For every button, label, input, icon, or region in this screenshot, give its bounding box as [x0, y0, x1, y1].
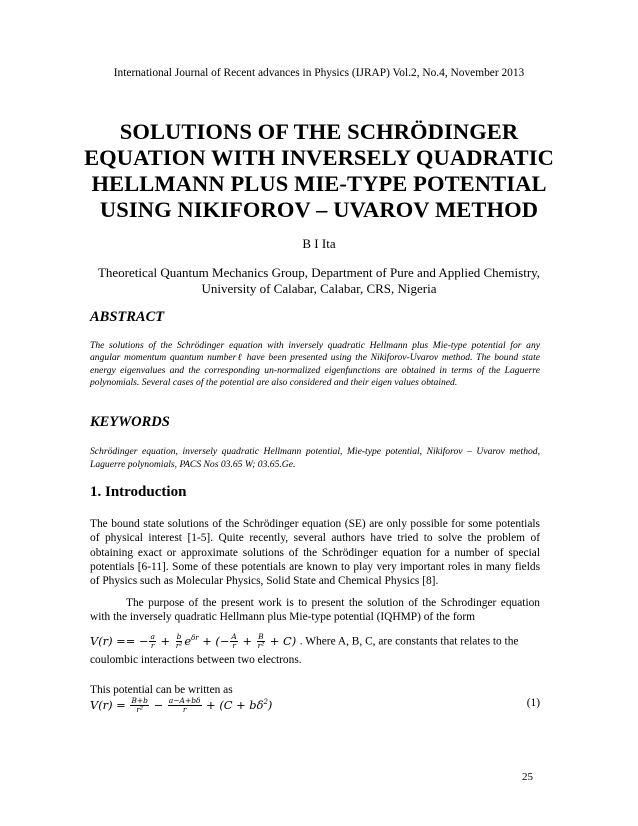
abstract-heading: ABSTRACT: [90, 309, 165, 325]
keywords-text: Schrödinger equation, inversely quadratic Hellmann potential, Mie-type potential, Nikiforov – Uvarov method, Laguerre polynomials, PACS Nos 03.65 W; 03.65.Ge.: [90, 446, 540, 470]
potential-equation-line: [90, 633, 540, 650]
intro-paragraph-3: This potential can be written as: [90, 684, 233, 696]
equation-number: (1): [526, 697, 540, 709]
page-number: 25: [522, 771, 533, 783]
potential-equation: V(r) == − $\frac{a}{r}$ + $\frac{b}{\text{r²}}$ $e^{\delta r}$ + (− $\frac{A}{r}$ + $\frac{B}{\text{r²}}$ + C): [90, 632, 297, 650]
affiliation-line: University of Calabar, Calabar, CRS, Nigeria: [201, 281, 437, 296]
intro-paragraph-2: The purpose of the present work is to present the solution of the Schrodinger equation with the inversely quadratic Hellmann plus Mie-type potential (IQHMP) of the form: [90, 597, 540, 624]
affiliation: [60, 265, 578, 297]
title-line: USING NIKIFOROV – UVAROV METHOD: [99, 197, 539, 222]
title-line: SOLUTIONS OF THE SCHRÖDINGER: [119, 119, 519, 144]
paper-title: [40, 119, 598, 223]
equation-continuation: coulombic interactions between two electrons.: [90, 654, 302, 666]
author-name: B I Ita: [302, 236, 336, 251]
journal-header: International Journal of Recent advances in Physics (IJRAP) Vol.2, No.4, November 2013: [113, 67, 525, 79]
title-line: EQUATION WITH INVERSELY QUADRATIC: [84, 145, 554, 170]
affiliation-line: Theoretical Quantum Mechanics Group, Department of Pure and Applied Chemistry,: [97, 265, 541, 280]
intro-paragraph-1: The bound state solutions of the Schrödinger equation (SE) are only possible for some potentials of physical interest [1-5]. Quite recently, several authors have tried to solve the problem of obtaining exact or approximate solutions of the Schrödinger equation for a number of special potentials [6-11]. Some of these potentials are known to play very important roles in many fields of Physics such as Molecular Physics, Solid State and Chemical Physics [8].: [90, 518, 540, 588]
abstract-text: The solutions of the Schrödinger equation with inversely quadratic Hellmann plus Mie-type potential for any angular momentum quantum numberℓ have been presented using the Nikiforov-Uvarov method. The bound state energy eigenvalues and the corresponding un-normalized eigenfunctions are obtained in terms of the Laguerre polynomials. Several cases of the potential are also considered and their eigen values obtained.: [90, 340, 540, 388]
equation-1-line: [90, 697, 540, 714]
introduction-heading: 1. Introduction: [90, 484, 187, 500]
keywords-heading: KEYWORDS: [90, 414, 170, 430]
equation-1: V(r) = $\frac{B+b}{\text{r²}}$ − $\frac{a-A+b\delta}{r}$ + $(C + b\delta^2)$: [90, 696, 273, 714]
title-line: HELLMANN PLUS MIE-TYPE POTENTIAL: [91, 171, 547, 196]
equation-explanation: . Where A, B, C, are constants that relates to the: [299, 635, 519, 648]
